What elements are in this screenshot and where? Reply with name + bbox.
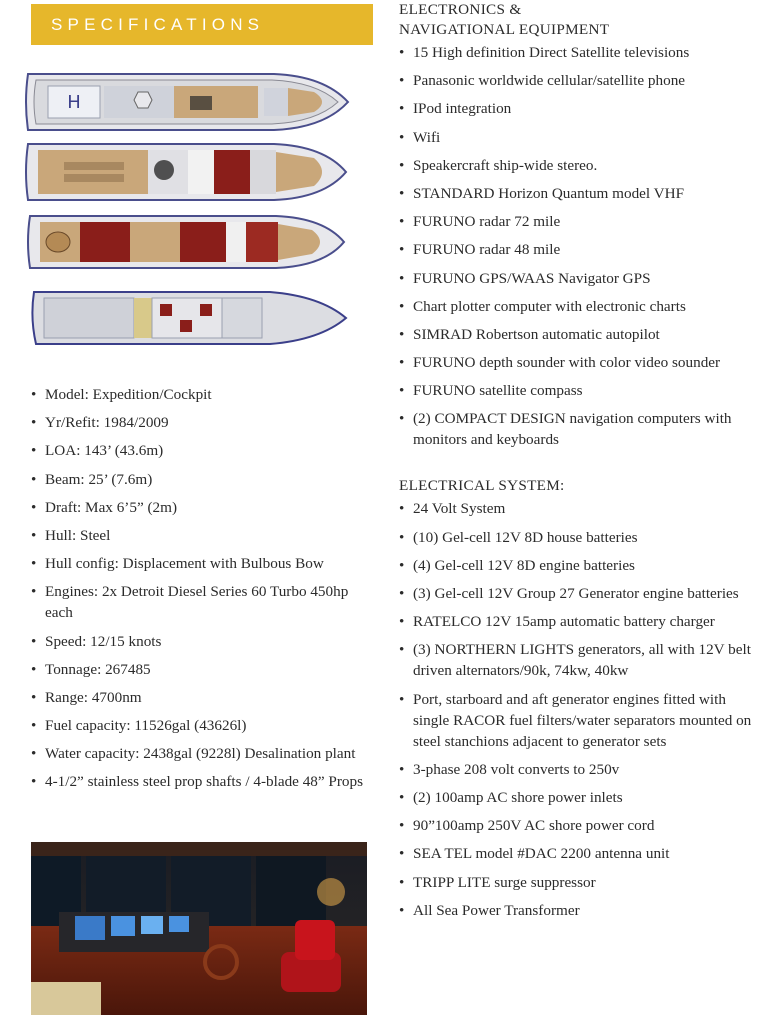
list-item: • (2) 100amp AC shore power inlets: [399, 787, 759, 808]
list-item: • Speed: 12/15 knots: [31, 631, 371, 652]
deck-plan-bridge-deck: [26, 144, 346, 200]
list-item: • (4) Gel-cell 12V 8D engine batteries: [399, 555, 759, 576]
list-item: • Water capacity: 2438gal (9228l) Desalination plant: [31, 743, 371, 764]
list-item: • Yr/Refit: 1984/2009: [31, 412, 371, 433]
list-item: • (2) COMPACT DESIGN navigation computers with monitors and keyboards: [399, 408, 759, 450]
list-item: • SEA TEL model #DAC 2200 antenna unit: [399, 843, 759, 864]
list-item: • SIMRAD Robertson automatic autopilot: [399, 324, 759, 345]
list-item: • Hull config: Displacement with Bulbous Bow: [31, 553, 371, 574]
list-item: • LOA: 143’ (43.6m): [31, 440, 371, 461]
list-item: • STANDARD Horizon Quantum model VHF: [399, 183, 759, 204]
deck-plan-main-deck: [28, 216, 344, 268]
list-item: • FURUNO radar 48 mile: [399, 239, 759, 260]
list-item: • Speakercraft ship-wide stereo.: [399, 155, 759, 176]
list-item: • IPod integration: [399, 98, 759, 119]
svg-text:H: H: [67, 92, 81, 113]
list-item: • Model: Expedition/Cockpit: [31, 384, 371, 405]
list-item: • FURUNO radar 72 mile: [399, 211, 759, 232]
electronics-list: [399, 42, 759, 450]
list-item: • TRIPP LITE surge suppressor: [399, 872, 759, 893]
electronics-title-line1: ELECTRONICS &: [399, 1, 522, 18]
deck-plans-illustration: [24, 66, 364, 351]
list-item: • (3) NORTHERN LIGHTS generators, all with 12V belt driven alternators/90k, 74kw, 40kw: [399, 639, 759, 681]
list-item: • 90”100amp 250V AC shore power cord: [399, 815, 759, 836]
list-item: • (3) Gel-cell 12V Group 27 Generator engine batteries: [399, 583, 759, 604]
list-item: • Range: 4700nm: [31, 687, 371, 708]
electrical-list: [399, 498, 759, 920]
list-item: • 24 Volt System: [399, 498, 759, 519]
list-item: • Beam: 25’ (7.6m): [31, 469, 371, 490]
electrical-title: ELECTRICAL SYSTEM:: [399, 477, 565, 495]
list-item: • Engines: 2x Detroit Diesel Series 60 Turbo 450hp each: [31, 581, 371, 623]
list-item: • Tonnage: 267485: [31, 659, 371, 680]
list-item: • FURUNO depth sounder with color video sounder: [399, 352, 759, 373]
specs-list: [31, 384, 371, 800]
list-item: • Chart plotter computer with electronic charts: [399, 296, 759, 317]
list-item: • 3-phase 208 volt converts to 250v: [399, 759, 759, 780]
specifications-header: [31, 4, 373, 45]
bridge-photo: [31, 842, 367, 1015]
list-item: • Fuel capacity: 11526gal (43626l): [31, 715, 371, 736]
list-item: • All Sea Power Transformer: [399, 900, 759, 921]
list-item: • Port, starboard and aft generator engines fitted with single RACOR fuel filters/water separators mounted on steel stanchions adjacent to generator sets: [399, 689, 759, 752]
list-item: • Panasonic worldwide cellular/satellite phone: [399, 70, 759, 91]
right-column: [399, 0, 759, 928]
list-item: • Draft: Max 6’5” (2m): [31, 497, 371, 518]
list-item: • Wifi: [399, 127, 759, 148]
header-title: SPECIFICATIONS: [51, 14, 265, 34]
list-item: • 4-1/2” stainless steel prop shafts / 4-blade 48” Props: [31, 771, 371, 792]
list-item: • FURUNO GPS/WAAS Navigator GPS: [399, 268, 759, 289]
list-item: • (10) Gel-cell 12V 8D house batteries: [399, 527, 759, 548]
deck-plan-sun-deck: [26, 74, 348, 130]
electronics-title-line2: NAVIGATIONAL EQUIPMENT: [399, 21, 610, 38]
list-item: • Hull: Steel: [31, 525, 371, 546]
deck-plan-lower-deck: [32, 292, 346, 344]
list-item: • FURUNO satellite compass: [399, 380, 759, 401]
list-item: • 15 High definition Direct Satellite televisions: [399, 42, 759, 63]
list-item: • RATELCO 12V 15amp automatic battery charger: [399, 611, 759, 632]
